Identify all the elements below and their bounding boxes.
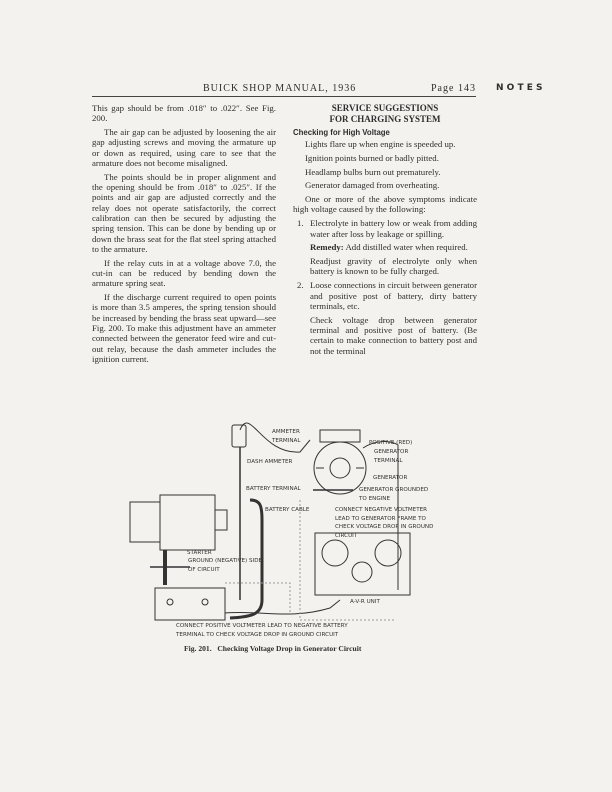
running-header-title: BUICK SHOP MANUAL, 1936 <box>203 83 357 94</box>
label-connect-negative: CONNECT NEGATIVE VOLTMETER LEAD TO GENERATOR FRAME TO CHECK VOLTAGE DROP IN GROUND CIRCUIT <box>335 507 434 539</box>
label-avr-unit: A-V-R UNIT <box>350 599 380 605</box>
paragraph: This gap should be from .018″ to .022″. See Fig. 200. <box>92 103 276 124</box>
paragraph: One or more of the above symptoms indicate high voltage caused by the following: <box>293 194 477 215</box>
symptom: Ignition points burned or badly pitted. <box>305 152 439 163</box>
item-extra: Check voltage drop between generator terminal and positive post of battery. (Be certain to make connection to battery post and not the terminal <box>310 314 477 356</box>
paragraph: If the relay cuts in at a voltage above 7.0, the cut-in can be reduced by bending down the armature spring seat. <box>92 257 276 289</box>
label-dash-ammeter: DASH AMMETER <box>247 459 293 465</box>
paragraph: The points should be in proper alignment and the opening should be from .018″ to .025″. If the points and air gap are adjusted correctly and the relay does not operate satisfactorily, the correct calibration can then be secured by adjusting the spring tension. This can be done by bending up or down the brass seat for the flat steel spring attached to the armature. <box>92 171 276 254</box>
symptom: Lights flare up when engine is speeded up. <box>305 139 456 149</box>
remedy-label: Remedy: <box>310 242 344 253</box>
symptom: Headlamp bulbs burn out prematurely. <box>305 166 441 177</box>
section-heading: SERVICE SUGGESTIONS FOR CHARGING SYSTEM <box>329 103 441 124</box>
label-positive-red: POSITIVE (RED) <box>369 440 413 446</box>
item-number: 1. <box>297 218 304 229</box>
paragraph: If the discharge current required to open points is more than 3.5 amperes, the spring tension should be increased by bending the brass seat upward—see Fig. 200. To make this adjustment have an ammeter connected between the generator feed wire and cut-out relay, because the dash ammeter includes the ignition current. <box>92 292 276 364</box>
label-ammeter-terminal: AMMETER TERMINAL <box>272 429 301 444</box>
label-starter: STARTER <box>187 550 212 556</box>
paragraph: The air gap can be adjusted by loosening the air gap adjusting screws and moving the armature up or down as required, using care to see that the armature does not become misaligned. <box>92 127 276 168</box>
item-number: 2. <box>297 280 304 291</box>
figure-caption: Fig. 201. Checking Voltage Drop in Generator Circuit <box>184 644 362 653</box>
symptom: Generator damaged from overheating. <box>305 180 440 191</box>
notes-label: N O T E S <box>496 83 543 93</box>
page-number: Page 143 <box>431 83 476 94</box>
battery-drawing <box>155 588 225 620</box>
item-extra: Readjust gravity of electrolyte only when battery is known to be fully charged. <box>310 256 477 277</box>
label-battery-terminal: BATTERY TERMINAL <box>246 486 301 492</box>
subheading: Checking for High Voltage <box>293 128 390 137</box>
remedy-text: Add distilled water when required. <box>345 242 468 253</box>
label-ground-side: GROUND (NEGATIVE) SIDE OF CIRCUIT <box>188 558 263 573</box>
label-connect-positive: CONNECT POSITIVE VOLTMETER LEAD TO NEGATIVE BATTERY TERMINAL TO CHECK VOLTAGE DROP IN GROUND CIRCUIT <box>176 623 348 638</box>
label-generator: GENERATOR <box>373 475 408 481</box>
label-battery-cable: BATTERY CABLE <box>265 507 310 513</box>
label-generator-grounded: GENERATOR GROUNDED TO ENGINE <box>359 487 429 502</box>
label-generator-terminal: GENERATOR TERMINAL <box>374 449 409 464</box>
item-text: Electrolyte in battery low or weak from adding water after loss by leakage or spilling. <box>310 218 477 239</box>
item-text: Loose connections in circuit between generator and positive post of battery, dirty battery terminals, etc. <box>310 280 477 311</box>
